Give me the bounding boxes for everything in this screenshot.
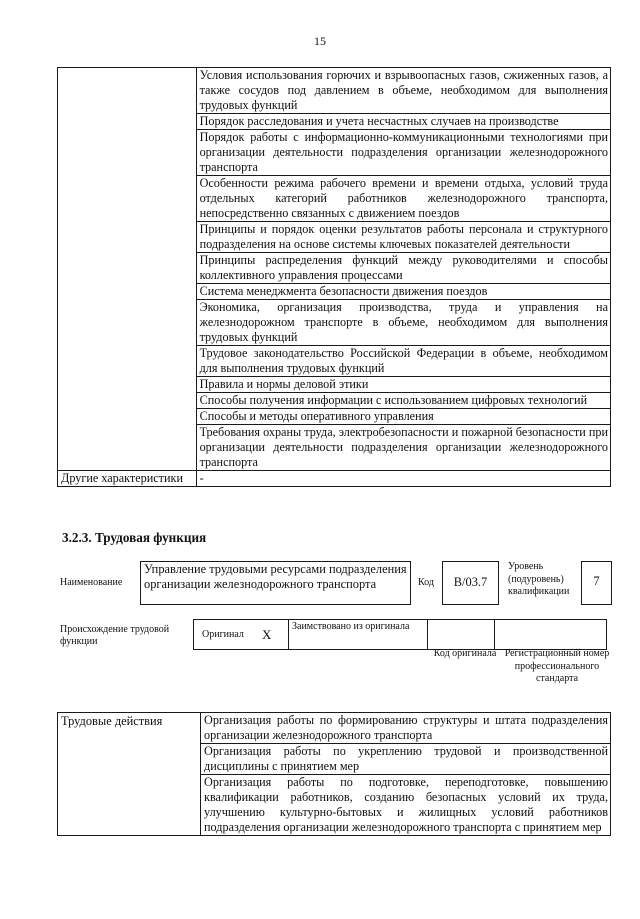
origin-table (193, 619, 607, 650)
knowledge-table (57, 67, 611, 487)
function-name-box (140, 561, 411, 605)
level-box (581, 561, 612, 605)
knowledge-item: Особенности режима рабочего времени и времени отдыха, условий труда отдельных категорий работников железнодорожного транспорта, непосредственно связанных с движением поездов (196, 176, 610, 222)
level-label: Уровень (подуровень) квалификации (508, 561, 570, 597)
registration-caption: Регистрационный номер профессионального стандарта (504, 648, 610, 684)
knowledge-label-cell (58, 68, 197, 471)
code-caption: Код оригинала (433, 648, 497, 659)
knowledge-item: Правила и нормы деловой этики (196, 377, 610, 393)
original-code-cell (428, 620, 495, 650)
page-number: 15 (314, 34, 326, 48)
original-label: Оригинал (194, 620, 263, 650)
function-name: Управление трудовыми ресурсами подразделения организации железнодорожного транспорта (144, 562, 407, 591)
function-code-box (442, 561, 499, 605)
other-characteristics-value: - (196, 471, 610, 487)
original-mark: X (262, 620, 289, 650)
knowledge-item: Трудовое законодательство Российской Федерации в объеме, необходимом для выполнения трудовых функций (196, 346, 610, 377)
knowledge-item: Способы и методы оперативного управления (196, 409, 610, 425)
registration-number-cell (495, 620, 607, 650)
code-label: Код (418, 577, 434, 588)
section-title: 3.2.3. Трудовая функция (62, 530, 207, 545)
actions-label: Трудовые действия (58, 713, 201, 836)
other-characteristics-label: Другие характеристики (58, 471, 197, 487)
action-item: Организация работы по формированию структуры и штата подразделения организации железнодорожного транспорта (201, 713, 611, 744)
knowledge-item: Условия использования горючих и взрывоопасных газов, сжиженных газов, а также сосудов под давлением в объеме, необходимом для выполнения трудовых функций (196, 68, 610, 114)
knowledge-item: Порядок расследования и учета несчастных случаев на производстве (196, 114, 610, 130)
name-label: Наименование (60, 577, 123, 588)
function-code: B/03.7 (453, 575, 488, 589)
knowledge-item: Система менеджмента безопасности движения поездов (196, 284, 610, 300)
borrowed-label: Заимствовано из оригинала (289, 620, 428, 650)
knowledge-item: Требования охраны труда, электробезопасности и пожарной безопасности при организации деятельности подразделения организации железнодорожного транспорта (196, 425, 610, 471)
knowledge-item: Способы получения информации с использованием цифровых технологий (196, 393, 610, 409)
knowledge-item: Порядок работы с информационно-коммуникационными технологиями при организации деятельности подразделения организации железнодорожного транспорта (196, 130, 610, 176)
action-item: Организация работы по подготовке, переподготовке, повышению квалификации работников, созданию безопасных условий их труда, улучшению культурно-бытовых и жилищных условий работников подразделения организации железнодорожного транспорта с принятием мер (201, 775, 611, 836)
level-value: 7 (593, 574, 600, 588)
knowledge-item: Экономика, организация производства, труда и управления на железнодорожном транспорте в объеме, необходимом для выполнения трудовых функций (196, 300, 610, 346)
action-item: Организация работы по укреплению трудовой и производственной дисциплины с принятием мер (201, 744, 611, 775)
knowledge-item: Принципы и порядок оценки результатов работы персонала и структурного подразделения на основе системы ключевых показателей деятельности (196, 222, 610, 253)
knowledge-item: Принципы распределения функций между руководителями и способы коллективного управления процессами (196, 253, 610, 284)
origin-label: Происхождение трудовой функции (60, 624, 170, 647)
actions-table (57, 712, 611, 836)
